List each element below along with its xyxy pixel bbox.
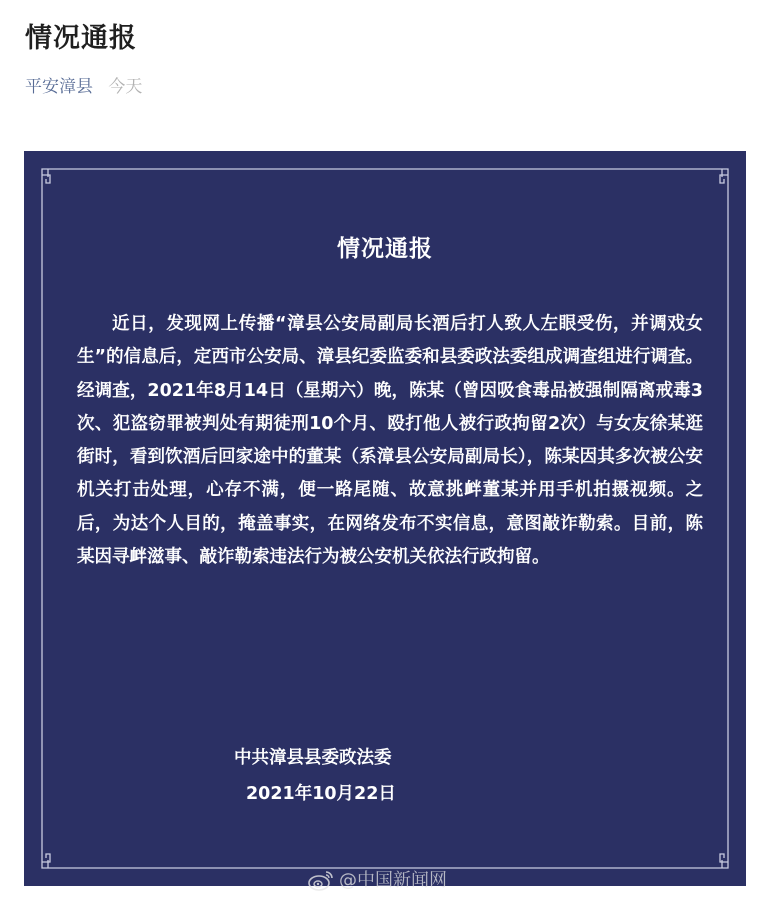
- notice-image: [24, 151, 746, 886]
- signature-organization: 中共漳县县委政法委: [234, 748, 392, 768]
- account-name-link[interactable]: 平安漳县: [25, 77, 93, 97]
- signature-date: 2021年10月22日: [246, 784, 396, 804]
- watermark-text: @中国新闻网: [339, 870, 447, 891]
- article-title: 情况通报: [25, 23, 137, 54]
- weibo-icon: [308, 870, 334, 892]
- notice-body: 近日，发现网上传播“漳县公安局副局长酒后打人致人左眼受伤，并调戏女生”的信息后，定西市公安局、漳县纪委监委和县委政法委组成调查组进行调查。经调查，2021年8月14日（星期六）晚，陈某（曾因吸食毒品被强制隔离戒毒3次、犯盗窃罪被判处有期徒刑10个月、殴打他人被行政拘留2次）与女友徐某逛街时，看到饮酒后回家途中的董某（系漳县公安局副局长），陈某因其多次被公安机关打击处理，心存不满，便一路尾随、故意挑衅董某并用手机拍摄视频。之后，为达个人目的，掩盖事实，在网络发布不实信息，意图敲诈勒索。目前，陈某因寻衅滋事、敲诈勒索违法行为被公安机关依法行政拘留。: [77, 314, 703, 568]
- publish-date: 今天: [108, 77, 143, 97]
- notice-title: 情况通报: [337, 236, 433, 262]
- article-meta: [25, 75, 142, 99]
- source-watermark: [308, 868, 447, 894]
